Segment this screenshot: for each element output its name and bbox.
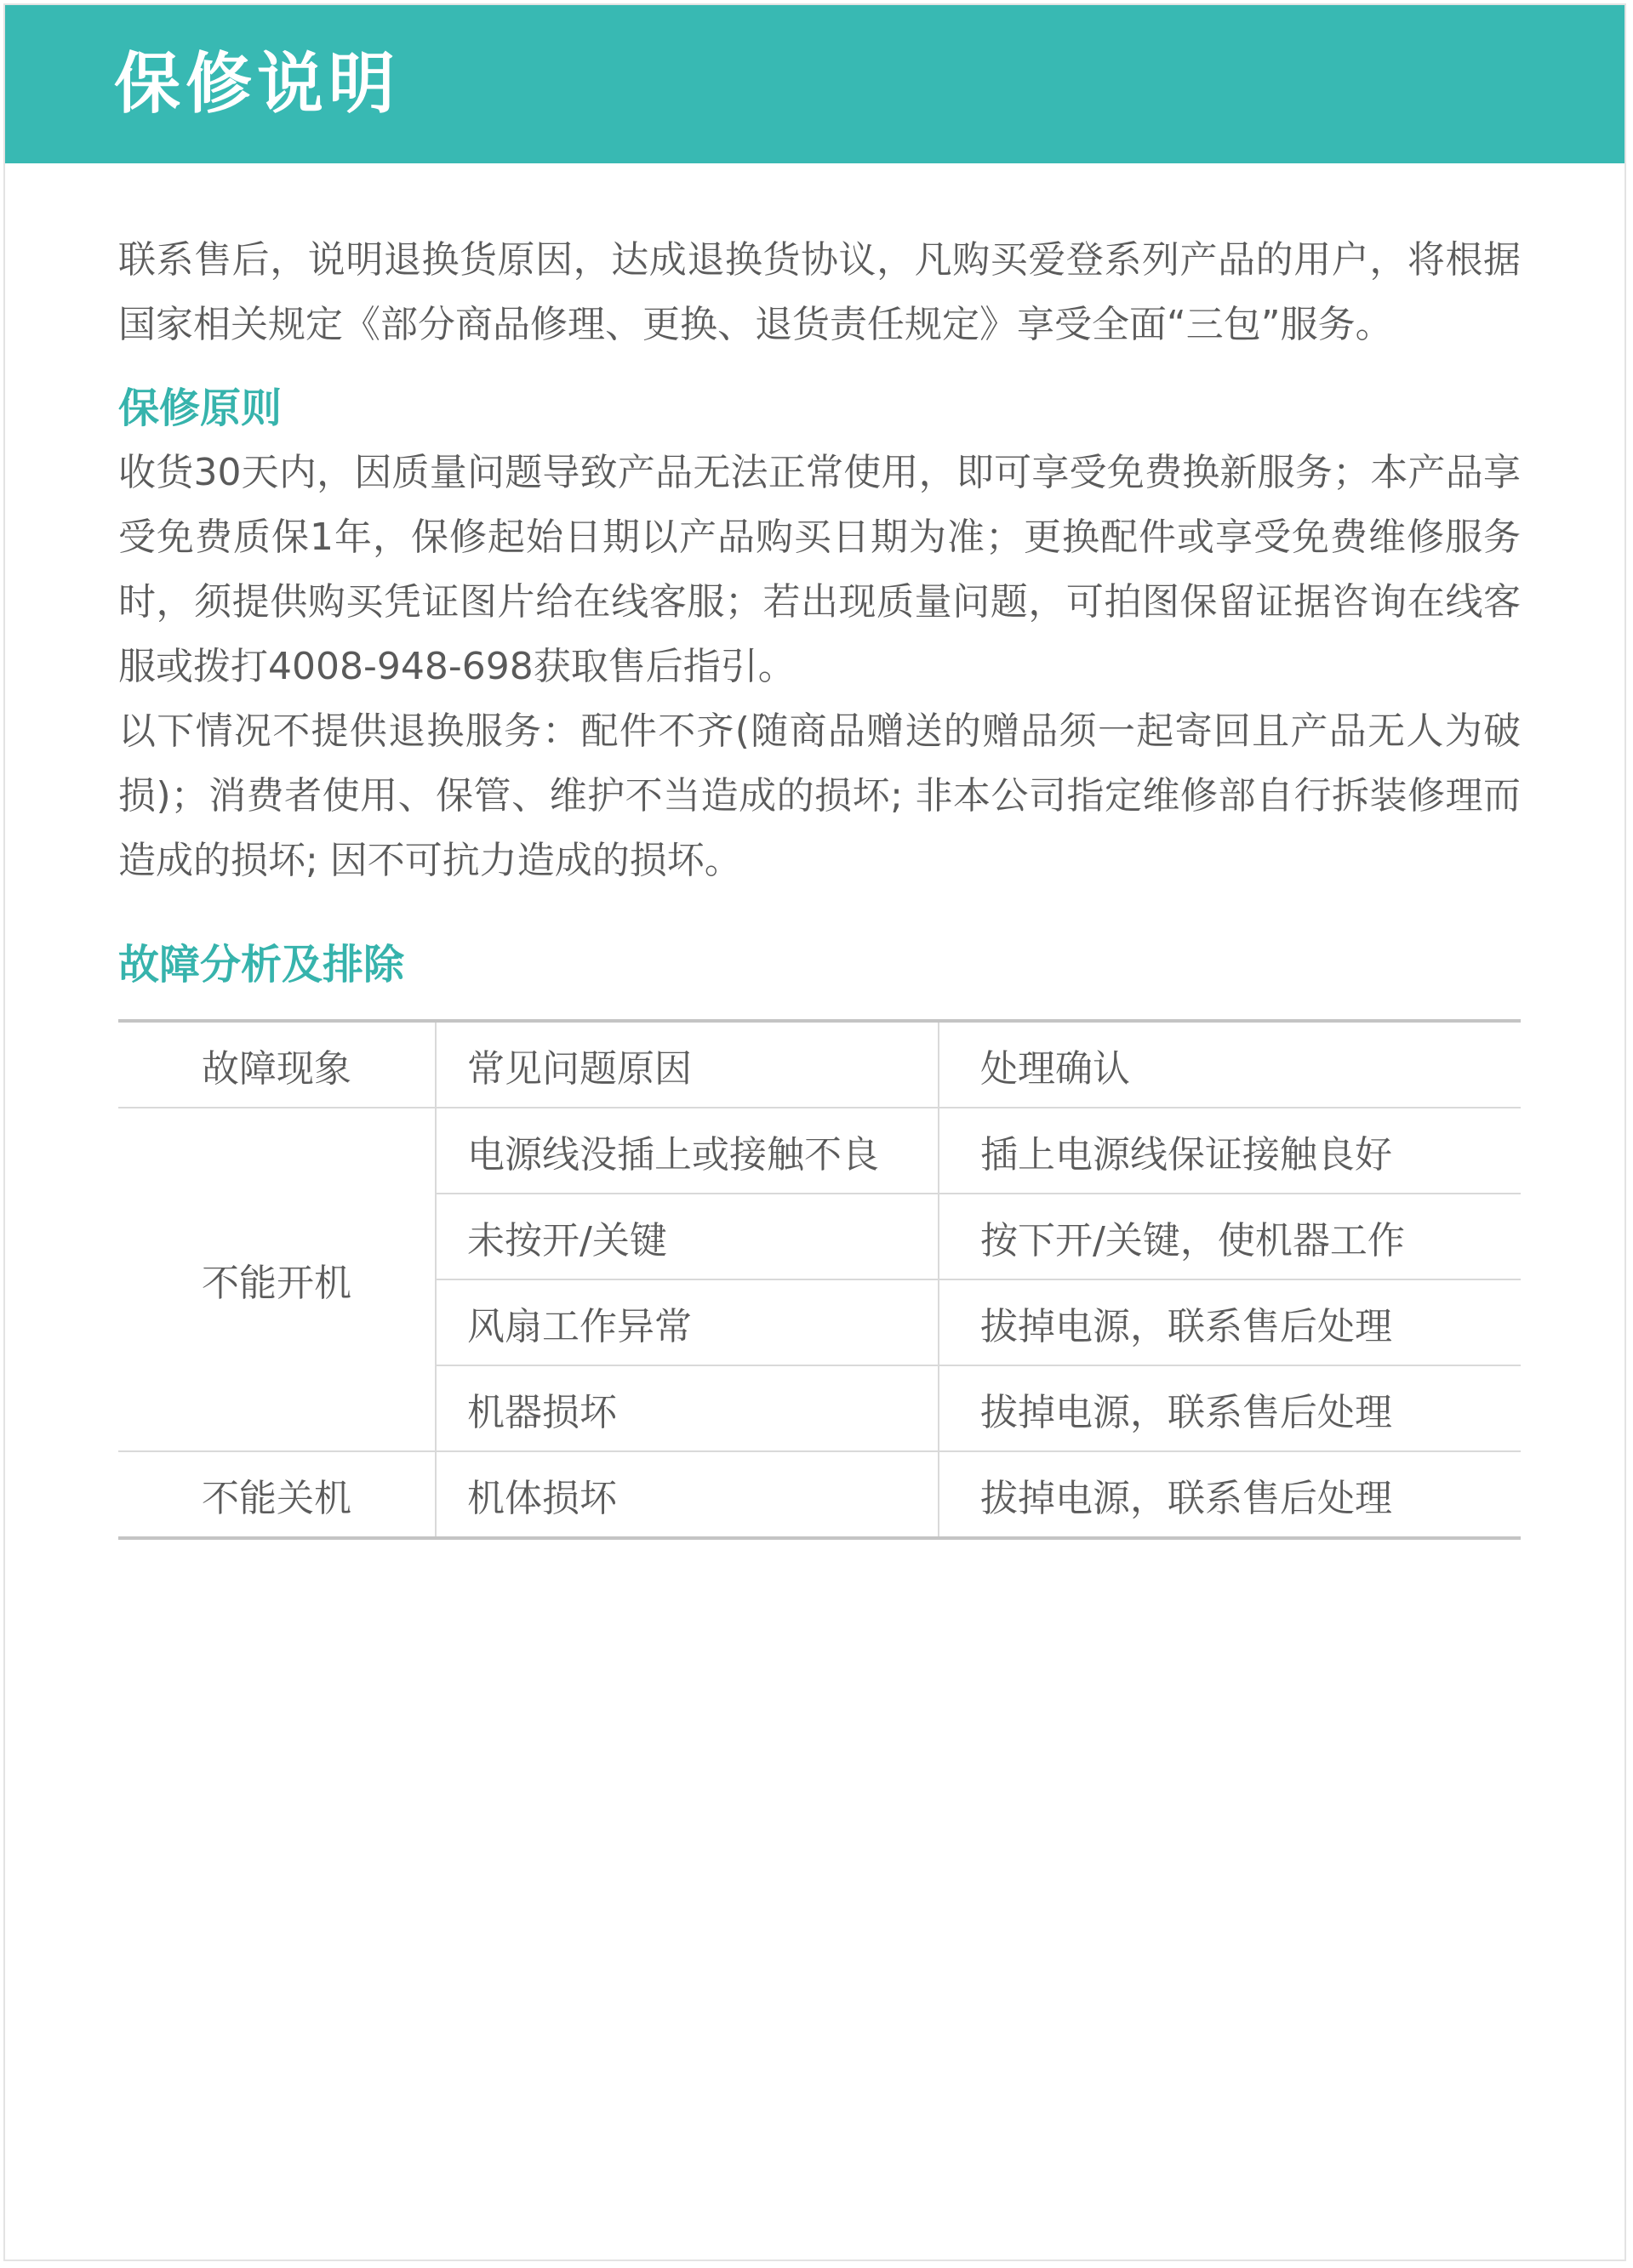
fault-table bbox=[118, 1019, 1521, 1540]
page-title: 保修说明 bbox=[114, 46, 401, 123]
table-row bbox=[118, 1451, 1521, 1538]
action-cell: 拔掉电源，联系售后处理 bbox=[939, 1365, 1521, 1451]
warranty-paragraph-2: 以下情况不提供退换服务：配件不齐(随商品赠送的赠品须一起寄回且产品无人为破损)；消费者使用、保管、维护不当造成的损坏; 非本公司指定维修部自行拆装修理而造成的损坏; 因不可抗力造成的损坏。 bbox=[118, 709, 1521, 882]
intro-paragraph: 联系售后，说明退换货原因，达成退换货协议，凡购买爱登系列产品的用户，将根据国家相关规定《部分商品修理、更换、退货责任规定》享受全面“三包”服务。 bbox=[118, 238, 1521, 346]
cause-cell: 机器损坏 bbox=[436, 1365, 939, 1451]
cause-cell: 风扇工作异常 bbox=[436, 1279, 939, 1365]
cause-cell: 电源线没插上或接触不良 bbox=[436, 1108, 939, 1194]
header-band bbox=[5, 5, 1624, 163]
action-cell: 按下开/关键，使机器工作 bbox=[939, 1194, 1521, 1279]
fault-analysis-title: 故障分析及排除 bbox=[118, 941, 405, 989]
header-cause: 常见问题原因 bbox=[436, 1021, 939, 1108]
warranty-principle-title: 保修原则 bbox=[118, 385, 283, 432]
header-action: 处理确认 bbox=[939, 1021, 1521, 1108]
table-row bbox=[118, 1108, 1521, 1194]
page-frame bbox=[3, 3, 1626, 2261]
warranty-paragraph-1: 收货30天内，因质量问题导致产品无法正常使用，即可享受免费换新服务；本产品享受免费质保1年，保修起始日期以产品购买日期为准；更换配件或享受免费维修服务时，须提供购买凭证图片给在线客服；若出现质量问题，可拍图保留证据咨询在线客服或拨打4008-948-698获取售后指引。 bbox=[118, 451, 1521, 688]
phenomenon-cell: 不能开机 bbox=[118, 1108, 436, 1451]
content-area bbox=[118, 228, 1521, 1540]
action-cell: 拔掉电源，联系售后处理 bbox=[939, 1279, 1521, 1365]
cause-cell: 机体损坏 bbox=[436, 1451, 939, 1538]
table-header-row bbox=[118, 1021, 1521, 1108]
action-cell: 插上电源线保证接触良好 bbox=[939, 1108, 1521, 1194]
header-phenomenon: 故障现象 bbox=[118, 1021, 436, 1108]
phenomenon-cell: 不能关机 bbox=[202, 1476, 351, 1520]
action-cell: 拔掉电源，联系售后处理 bbox=[939, 1451, 1521, 1538]
cause-cell: 未按开/关键 bbox=[436, 1194, 939, 1279]
